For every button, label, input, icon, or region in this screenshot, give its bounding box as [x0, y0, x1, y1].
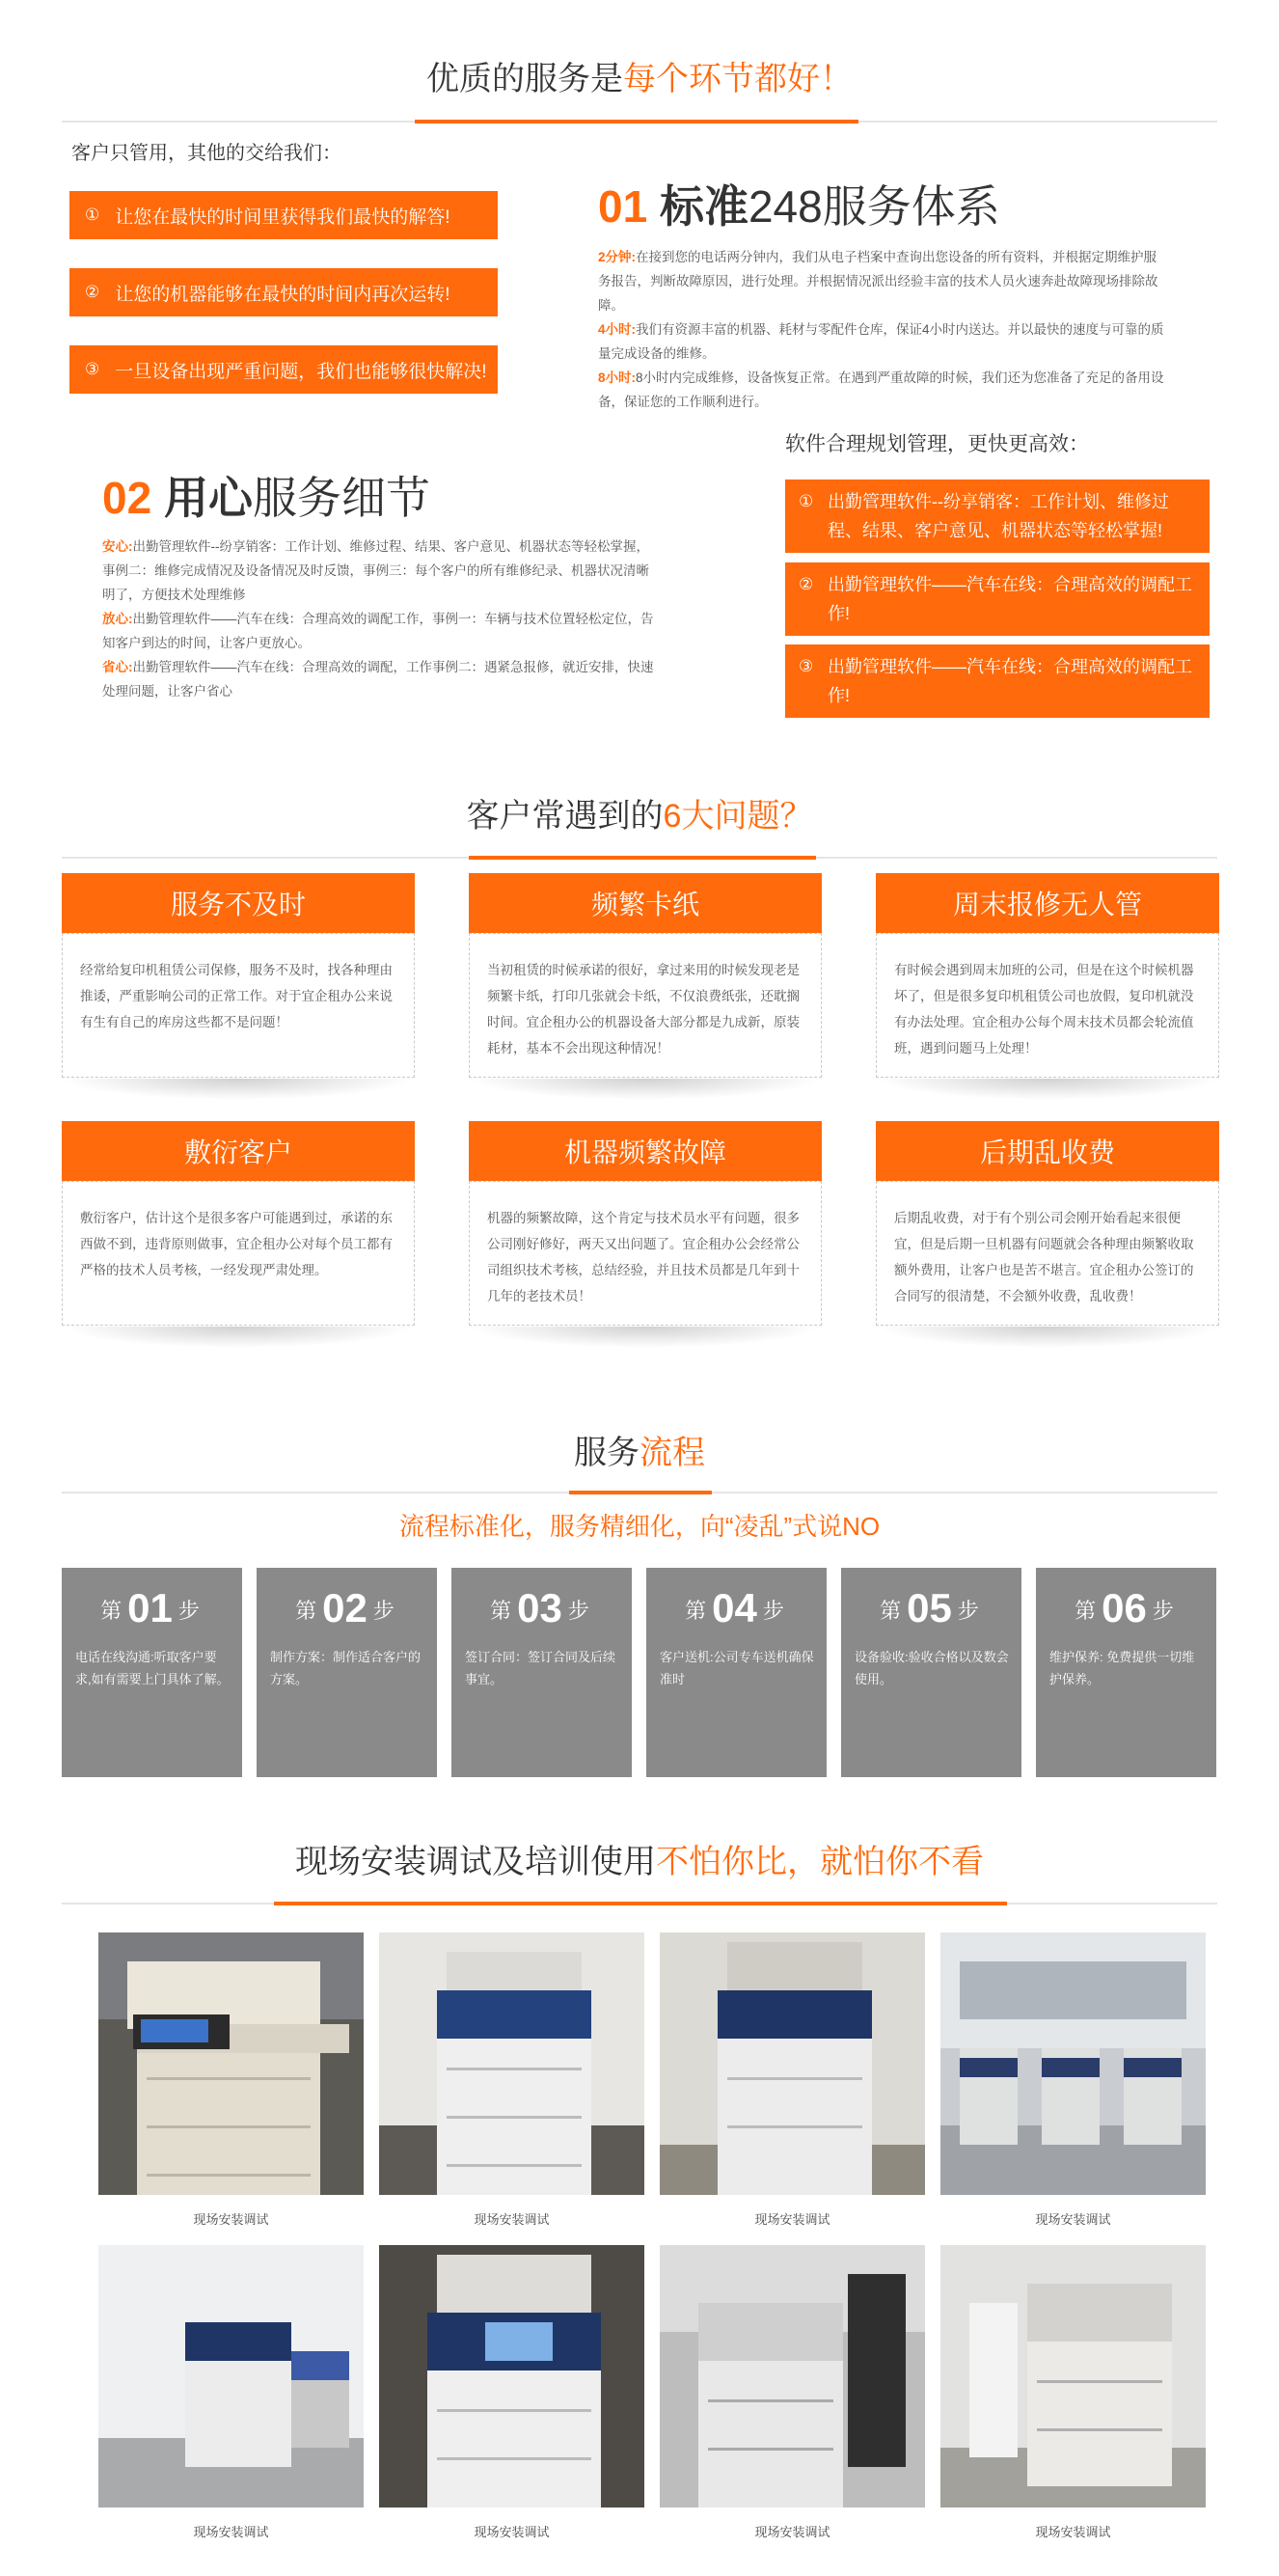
problem-title: 机器频繁故障: [469, 1121, 822, 1181]
intro-text: 客户只管用，其他的交给我们：: [71, 143, 341, 164]
problem-text: 有时候会遇到周末加班的公司，但是在这个时候机器坏了，但是很多复印机租赁公司也放假，复印机就没有办法处理。宜企租办公每个周末技术员都会轮流值班，遇到问题马上处理！: [876, 933, 1219, 1078]
software-item-2: ② 出勤管理软件——汽车在线：合理高效的调配工作!: [785, 562, 1210, 636]
install-photo: [940, 1932, 1206, 2195]
photo-caption: 现场安装调试: [754, 2212, 830, 2227]
install-photo: [660, 2245, 925, 2507]
system-01-item: 4小时:我们有资源丰富的机器、耗材与零配件仓库，保证4小时内送达。并以最快的速度与可靠的质量完成设备的维修。: [598, 322, 1164, 361]
software-item-3: ③ 出勤管理软件——汽车在线：合理高效的调配工作!: [785, 644, 1210, 718]
photo-caption: 现场安装调试: [193, 2525, 269, 2539]
photo-caption: 现场安装调试: [1035, 2212, 1111, 2227]
problem-text: 后期乱收费，对于有个别公司会刚开始看起来很便宜，但是后期一旦机器有问题就会各种理由频繁收取额外费用，让客户也是苦不堪言。宜企租办公签订的合同写的很清楚，不会额外收费，乱收费！: [876, 1181, 1219, 1326]
shadow: [469, 1079, 822, 1100]
shadow: [469, 1327, 822, 1348]
problem-title: 敷衍客户: [62, 1121, 415, 1181]
system-01-item: 2分钟:在接到您的电话两分钟内，我们从电子档案中查询出您设备的所有资料，并根据定期维护服务报告，判断故障原因，进行处理。并根据情况派出经验丰富的技术人员火速奔赴故障现场排除故障。: [598, 250, 1158, 313]
promise-2: ② 让您的机器能够在最快的时间内再次运转!: [69, 268, 498, 316]
software-title: 软件合理规划管理，更快更高效：: [785, 433, 1089, 455]
shadow: [62, 1327, 415, 1348]
shadow: [62, 1079, 415, 1100]
process-step-6: 第 06 步 维护保养: 免费提供一切维护保养。: [1036, 1568, 1216, 1777]
system-01-text: [598, 245, 1167, 414]
system-02-item: 省心:出勤管理软件——汽车在线：合理高效的调配，工作事例二：遇紧急报修，就近安排，快速处理问题，让客户省心: [102, 660, 654, 699]
process-step-5: 第 05 步 设备验收:验收合格以及数会使用。: [841, 1568, 1021, 1777]
problem-title: 服务不及时: [62, 873, 415, 933]
problem-text: 经常给复印机租赁公司保修，服务不及时，找各种理由推诿，严重影响公司的正常工作。对于宜企租办公来说有生有自己的库房这些都不是问题！: [62, 933, 415, 1078]
photo-caption: 现场安装调试: [474, 2212, 550, 2227]
photo-caption: 现场安装调试: [1035, 2525, 1111, 2539]
system-02-title: 02 用心服务细节: [102, 473, 430, 523]
photo-caption: 现场安装调试: [754, 2525, 830, 2539]
process-step-2: 第 02 步 制作方案：制作适合客户的方案。: [257, 1568, 437, 1777]
section-title-install: 现场安装调试及培训使用不怕你比，就怕你不看: [295, 1844, 984, 1880]
section-title-quality: 优质的服务是每个环节都好！: [426, 61, 853, 97]
process-subtitle: 流程标准化，服务精细化，向“凌乱”式说NO: [398, 1512, 881, 1541]
system-01-item: 8小时:8小时内完成维修，设备恢复正常。在遇到严重故障的时候，我们还为您准备了充足的备用设备，保证您的工作顺利进行。: [598, 370, 1164, 409]
shadow: [876, 1079, 1219, 1100]
process-step-3: 第 03 步 签订合同：签订合同及后续事宜。: [451, 1568, 632, 1777]
install-photo: [379, 1932, 644, 2195]
system-02-text: [102, 534, 660, 703]
problem-text: 当初租赁的时候承诺的很好，拿过来用的时候发现老是频繁卡纸，打印几张就会卡纸，不仅浪费纸张，还耽搁时间。宜企租办公的机器设备大部分都是九成新，原装耗材，基本不会出现这种情况！: [469, 933, 822, 1078]
install-photo: [660, 1932, 925, 2195]
divider-accent: [274, 1902, 1007, 1905]
install-photo: [379, 2245, 644, 2507]
photo-caption: 现场安装调试: [474, 2525, 550, 2539]
section-title-problems: 客户常遇到的6大问题？: [466, 798, 813, 835]
install-photo: [98, 2245, 364, 2507]
problem-title: 后期乱收费: [876, 1121, 1219, 1181]
promise-1: ① 让您在最快的时间里获得我们最快的解答!: [69, 191, 498, 239]
divider-accent: [415, 120, 858, 123]
divider-accent: [569, 1491, 712, 1494]
section-title-process: 服务流程: [574, 1435, 705, 1471]
process-step-1: 第 01 步 电话在线沟通:听取客户要求,如有需要上门具体了解。: [62, 1568, 242, 1777]
system-01-title: 01 标准248服务体系: [598, 181, 1000, 232]
install-photo: [98, 1932, 364, 2195]
divider-accent: [469, 856, 816, 860]
problem-title: 频繁卡纸: [469, 873, 822, 933]
promise-3: ③ 一旦设备出现严重问题，我们也能够很快解决!: [69, 345, 498, 394]
software-item-1: ① 出勤管理软件--纷享销客：工作计划、维修过程、结果、客户意见、机器状态等轻松掌握!: [785, 480, 1210, 553]
install-photo: [940, 2245, 1206, 2507]
system-02-item: 放心:出勤管理软件——汽车在线：合理高效的调配工作，事例一：车辆与技术位置轻松定位，告知客户到达的时间，让客户更放心。: [102, 612, 654, 650]
process-step-4: 第 04 步 客户送机:公司专车送机确保准时: [646, 1568, 827, 1777]
problem-text: 机器的频繁故障，这个肯定与技术员水平有问题，很多公司刚好修好，两天又出问题了。宜企租办公会经常公司组织技术考核，总结经验，并且技术员都是几年到十几年的老技术员！: [469, 1181, 822, 1326]
shadow: [876, 1327, 1219, 1348]
problem-title: 周末报修无人管: [876, 873, 1219, 933]
photo-caption: 现场安装调试: [193, 2212, 269, 2227]
system-02-item: 安心:出勤管理软件--纷享销客：工作计划、维修过程、结果、客户意见、机器状态等轻松掌握，事例二：维修完成情况及设备情况及时反馈，事例三：每个客户的所有维修纪录、机器状况清晰明了，方便技术处理维修: [102, 539, 649, 602]
problem-text: 敷衍客户，估计这个是很多客户可能遇到过，承诺的东西做不到，违背原则做事，宜企租办公对每个员工都有严格的技术人员考核，一经发现严肃处理。: [62, 1181, 415, 1326]
